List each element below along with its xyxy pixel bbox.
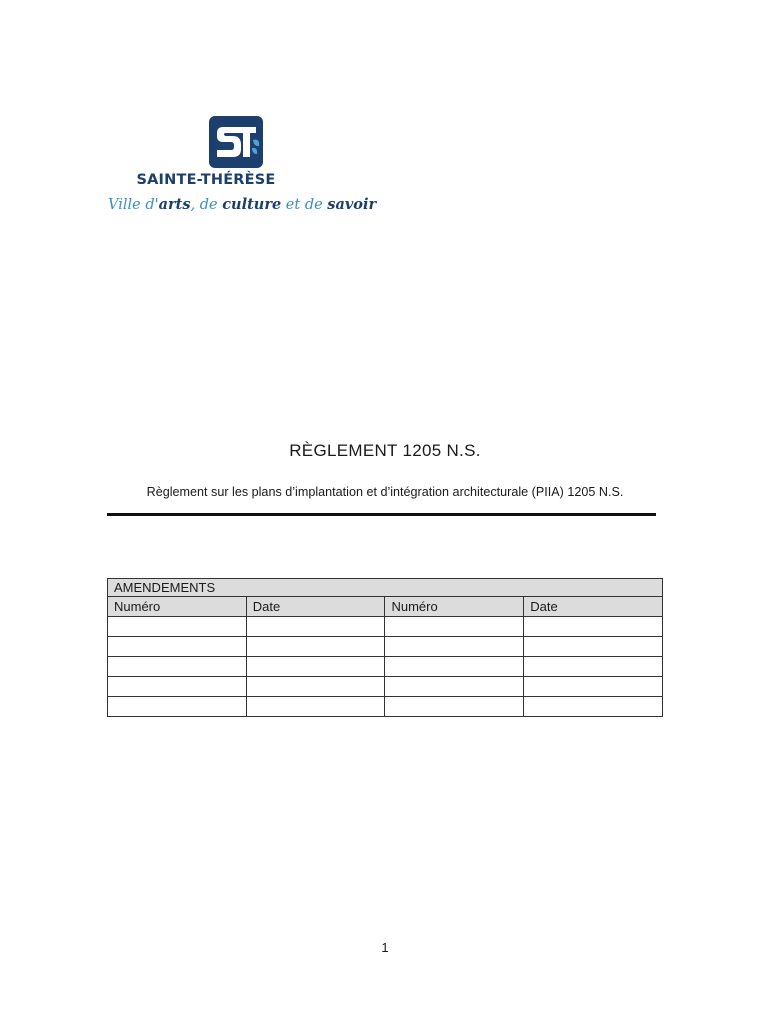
amendments-table [107,578,663,717]
table-cell [385,637,524,657]
table-cell [524,637,663,657]
column-header-date: Date [246,597,385,617]
table-cell [108,657,247,677]
city-name: SAINTE-THÉRÈSE [136,172,276,188]
document-subtitle: Règlement sur les plans d’implantation et d’intégration architecturale (PIIA) 1205 N.S. [146,485,624,499]
table-cell [524,617,663,637]
table-cell [524,677,663,697]
table-cell [108,637,247,657]
table-cell [385,617,524,637]
table-row [108,657,663,677]
table-cell [385,657,524,677]
table-row [108,637,663,657]
column-header-date: Date [524,597,663,617]
table-cell [246,657,385,677]
table-row [108,697,663,717]
document-title: RÈGLEMENT 1205 N.S. [289,441,481,460]
table-cell [524,697,663,717]
column-header-numero: Numéro [385,597,524,617]
table-cell [246,697,385,717]
column-header-numero: Numéro [108,597,247,617]
table-cell [108,677,247,697]
table-row [108,677,663,697]
table-cell [246,677,385,697]
title-divider [107,513,656,516]
table-cell [108,697,247,717]
table-cell [385,697,524,717]
city-logo [105,112,377,222]
city-tagline: Ville d'arts, de culture et de savoir [108,196,377,213]
table-cell [524,657,663,677]
table-cell [246,637,385,657]
table-cell [246,617,385,637]
amendments-title: AMENDEMENTS [108,579,663,597]
table-cell [385,677,524,697]
page-number: 1 [381,940,389,955]
table-cell [108,617,247,637]
table-row [108,617,663,637]
table-header-row [108,597,663,617]
city-monogram-icon [209,116,263,168]
